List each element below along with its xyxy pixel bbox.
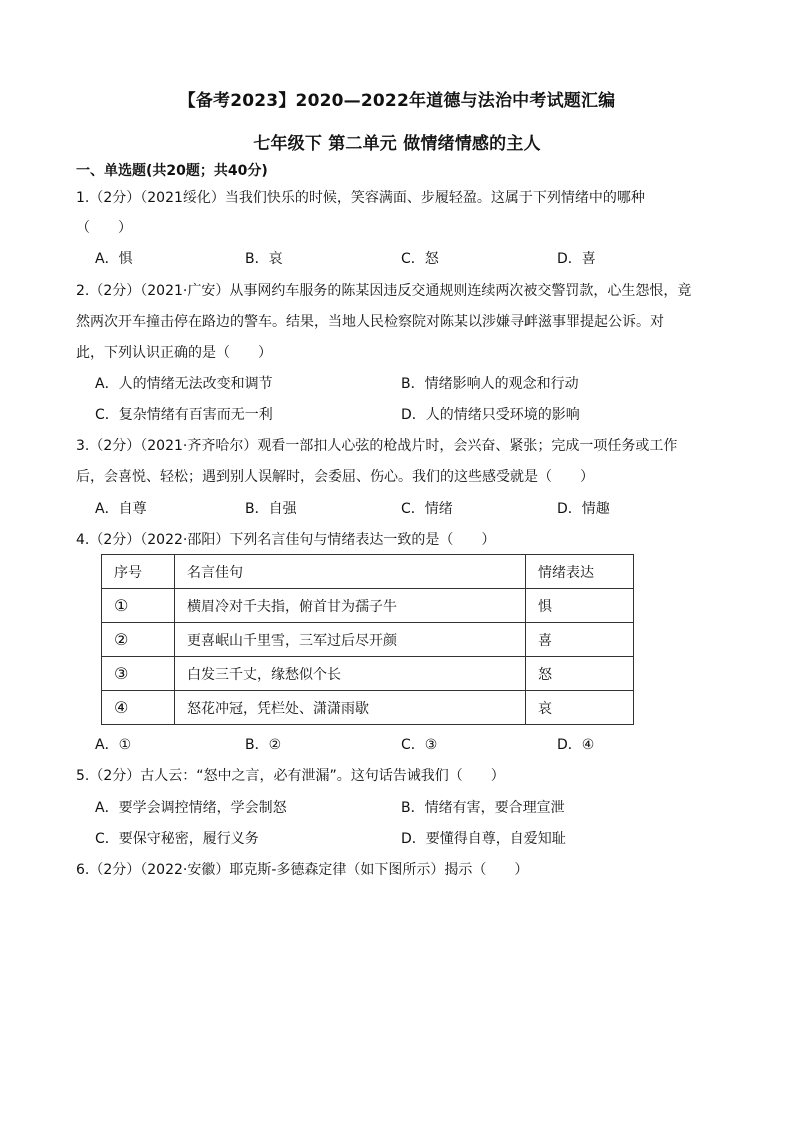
page-subtitle: 七年级下 第二单元 做情绪情感的主人 xyxy=(253,134,541,154)
q3-option-a: A．自尊 xyxy=(95,501,147,517)
q2-option-b: B．情绪影响人的观念和行动 xyxy=(401,376,579,392)
q1-option-a: A．惧 xyxy=(95,251,133,267)
q2-option-c: C．复杂情绪有百害而无一利 xyxy=(95,407,273,423)
q1-option-c: C．怒 xyxy=(401,251,439,267)
table-cell: 喜 xyxy=(526,623,634,657)
page-title: 【备考2023】2020—2022年道德与法治中考试题汇编 xyxy=(178,91,616,111)
q1-stem-line2: （ ） xyxy=(76,220,132,236)
table-cell: ③ xyxy=(102,657,175,691)
q4-option-c: C．③ xyxy=(401,737,438,753)
table-row xyxy=(102,623,634,657)
q5-option-b: B．情绪有害，要合理宣泄 xyxy=(401,800,565,816)
table-header-cell: 名言佳句 xyxy=(175,555,526,589)
table-cell: 横眉冷对千夫指，俯首甘为孺子牛 xyxy=(175,589,526,623)
table-cell: 更喜岷山千里雪，三军过后尽开颜 xyxy=(175,623,526,657)
q6-stem-line1: 6.（2分）（2022·安徽）耶克斯-多德森定律（如下图所示）揭示（ ） xyxy=(76,862,529,878)
q2-stem-line2: 然两次开车撞击停在路边的警车。结果，当地人民检察院对陈某以涉嫌寻衅滋事罪提起公诉。对 xyxy=(76,314,664,330)
table-cell: 惧 xyxy=(526,589,634,623)
q5-option-a: A．要学会调控情绪，学会制怒 xyxy=(95,800,287,816)
table-cell: 怒花冲冠，凭栏处、潇潇雨歇 xyxy=(175,691,526,725)
table-header-cell: 情绪表达 xyxy=(526,555,634,589)
q3-stem-line1: 3.（2分）（2021·齐齐哈尔）观看一部扣人心弦的枪战片时，会兴奋、紧张；完成一项任务或工作 xyxy=(76,438,678,454)
q3-option-c: C．情绪 xyxy=(401,501,453,517)
table-header-row xyxy=(102,555,634,589)
q2-option-a: A．人的情绪无法改变和调节 xyxy=(95,376,273,392)
q1-option-d: D．喜 xyxy=(557,251,596,267)
q3-stem-line2: 后，会喜悦、轻松；遇到别人误解时，会委屈、伤心。我们的这些感受就是（ ） xyxy=(76,469,594,485)
table-cell: ④ xyxy=(102,691,175,725)
q1-option-b: B．哀 xyxy=(245,251,283,267)
q4-option-b: B．② xyxy=(245,737,282,753)
table-cell: 哀 xyxy=(526,691,634,725)
q4-option-a: A．① xyxy=(95,737,132,753)
table-cell: 白发三千丈，缘愁似个长 xyxy=(175,657,526,691)
table-header-cell: 序号 xyxy=(102,555,175,589)
q5-option-d: D．要懂得自尊，自爱知耻 xyxy=(401,831,566,847)
q2-stem-line3: 此，下列认识正确的是（ ） xyxy=(76,345,272,361)
table-row xyxy=(102,589,634,623)
table-cell: ② xyxy=(102,623,175,657)
q3-option-d: D．情趣 xyxy=(557,501,610,517)
q5-option-c: C．要保守秘密，履行义务 xyxy=(95,831,259,847)
q5-stem-line1: 5.（2分）古人云：“怒中之言，必有泄漏”。这句话告诫我们（ ） xyxy=(76,768,505,784)
table-cell: ① xyxy=(102,589,175,623)
q4-table xyxy=(101,554,634,725)
section-heading: 一、单选题(共20题；共40分) xyxy=(76,163,268,179)
table-row xyxy=(102,657,634,691)
q2-stem-line1: 2.（2分）（2021·广安）从事网约车服务的陈某因违反交通规则连续两次被交警罚款，心生怨恨，竟 xyxy=(76,283,692,299)
q4-option-d: D．④ xyxy=(557,737,595,753)
table-cell: 怒 xyxy=(526,657,634,691)
q3-option-b: B．自强 xyxy=(245,501,297,517)
q1-stem-line1: 1.（2分）（2021绥化）当我们快乐的时候，笑容满面、步履轻盈。这属于下列情绪中的哪种 xyxy=(76,190,645,206)
q2-option-d: D．人的情绪只受环境的影响 xyxy=(401,407,580,423)
table-row xyxy=(102,691,634,725)
q4-stem-line1: 4.（2分）（2022·邵阳）下列名言佳句与情绪表达一致的是（ ） xyxy=(76,532,496,548)
